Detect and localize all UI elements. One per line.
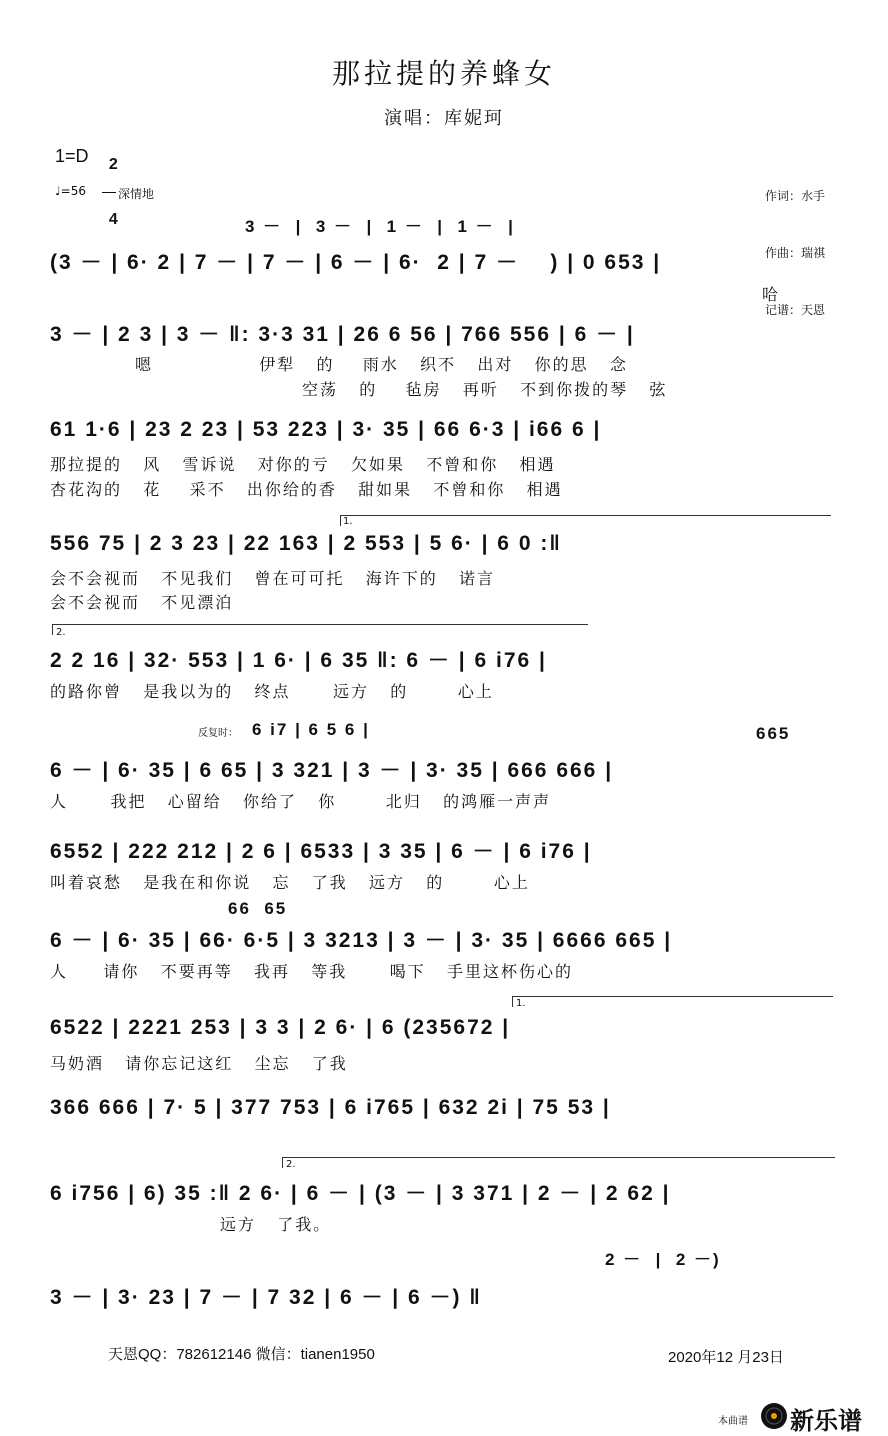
second-ending-bracket <box>282 1157 835 1168</box>
brand-label: 本曲谱 <box>718 1416 748 1427</box>
lyric-line: 的路你曾 是我以为的 终点 远方 的 心上 <box>50 682 494 701</box>
lyric-line: 会不会视而 不见漂泊 <box>50 593 234 612</box>
second-ending-label: 2. <box>286 1159 296 1170</box>
lyric-line: 空荡 的 毡房 再听 不到你拨的琴 弦 <box>302 380 668 399</box>
upper-voice: 66 65 <box>228 899 288 918</box>
upper-voice: 665 <box>756 724 791 743</box>
lyric-line: 那拉提的 风 雪诉说 对你的亏 欠如果 不曾和你 相遇 <box>50 455 556 474</box>
lyric-line: 马奶酒 请你忘记这红 尘忘 了我 <box>50 1054 348 1073</box>
first-ending-bracket <box>512 996 833 1007</box>
record-disc-icon <box>760 1402 788 1430</box>
notation-line: 2 2 16 | 32· 553 | 1 6· | 6 35 ‖: 6 － | 6 i76 | <box>50 649 547 672</box>
notation-line: 556 75 | 2 3 23 | 22 163 | 2 553 | 5 6· | 6 0 :‖ <box>50 532 562 555</box>
upper-voice: 2 － | 2 －) <box>605 1250 721 1269</box>
lyric-line: 远方 了我。 <box>220 1215 332 1234</box>
notation-line: 3 － | 2 3 | 3 － ‖: 3·3 31 | 26 6 56 | 766 556 | 6 － | <box>50 323 635 346</box>
lyric-line: 人 我把 心留给 你给了 你 北归 的鸿雁一声声 <box>50 792 552 811</box>
time-signature <box>100 138 118 229</box>
transcriber: 记谱：天恩 <box>765 303 826 317</box>
notation-line: 366 666 | 7· 5 | 377 753 | 6 i765 | 632 2i | 75 53 | <box>50 1096 611 1119</box>
time-bottom: 4 <box>108 211 118 228</box>
lyric-line: 叫着哀愁 是我在和你说 忘 了我 远方 的 心上 <box>50 873 530 892</box>
credits <box>765 149 825 339</box>
lyricist: 作词：水手 <box>765 189 826 203</box>
tempo-mark: ♩=56 <box>55 184 86 198</box>
key-signature: 1=D <box>55 146 89 166</box>
notation-line: 6 i756 | 6) 35 :‖ 2 6· | 6 － | (3 － | 3 371 | 2 － | 2 62 | <box>50 1182 671 1205</box>
composer: 作曲：瑞祺 <box>765 246 826 260</box>
second-ending-label: 2. <box>56 627 66 638</box>
first-ending-label: 1. <box>343 516 353 527</box>
first-ending-bracket <box>340 515 831 526</box>
notation-line: 6 － | 6· 35 | 6 65 | 3 321 | 3 － | 3· 35 | 666 666 | <box>50 759 614 782</box>
quarter-note-icon: ♩ <box>55 184 61 198</box>
date: 2020年12 月23日 <box>668 1349 784 1366</box>
expression-mark: 深情地 <box>118 187 155 201</box>
song-title: 那拉提的养蜂女 <box>331 57 556 90</box>
notation-line: 6522 | 2221 253 | 3 3 | 2 6· | 6 (235672 | <box>50 1016 511 1039</box>
brand-logo: 新乐谱 <box>790 1407 862 1435</box>
lyric-line: 杏花沟的 花 采不 出你给的香 甜如果 不曾和你 相遇 <box>50 480 563 499</box>
lyric-line: 人 请你 不要再等 我再 等我 喝下 手里这杯伤心的 <box>50 962 573 981</box>
notation-line: 6 － | 6· 35 | 66· 6·5 | 3 3213 | 3 － | 3· 35 | 6666 665 | <box>50 929 673 952</box>
time-top: 2 <box>108 156 118 173</box>
repeat-label: 反复时： <box>198 728 238 739</box>
lyric-line: 哈 <box>762 285 781 304</box>
first-ending-label: 1. <box>516 998 526 1009</box>
notation-line: (3 － | 6· 2 | 7 － | 7 － | 6 － | 6· 2 | 7 － ) | 0 653 | <box>50 251 662 274</box>
notation-line: 6552 | 222 212 | 2 6 | 6533 | 3 35 | 6 － | 6 i76 | <box>50 840 592 863</box>
upper-voice: 6 i7 | 6 5 6 | <box>252 720 370 739</box>
second-ending-bracket <box>52 624 588 635</box>
lyric-line: 嗯 伊犁 的 雨水 织不 出对 你的思 念 <box>135 355 628 374</box>
notation-line: 61 1·6 | 23 2 23 | 53 223 | 3· 35 | 66 6·3 | i66 6 | <box>50 418 602 441</box>
lyric-line: 会不会视而 不见我们 曾在可可托 海许下的 诺言 <box>50 569 496 588</box>
upper-voice: 3 － | 3 － | 1 － | 1 － | <box>245 217 515 236</box>
contact-info: 天恩QQ：782612146 微信：tianen1950 <box>108 1346 375 1363</box>
performer-line: 演唱：库妮珂 <box>384 108 504 129</box>
notation-line: 3 － | 3· 23 | 7 － | 7 32 | 6 － | 6 －) ‖ <box>50 1286 482 1309</box>
